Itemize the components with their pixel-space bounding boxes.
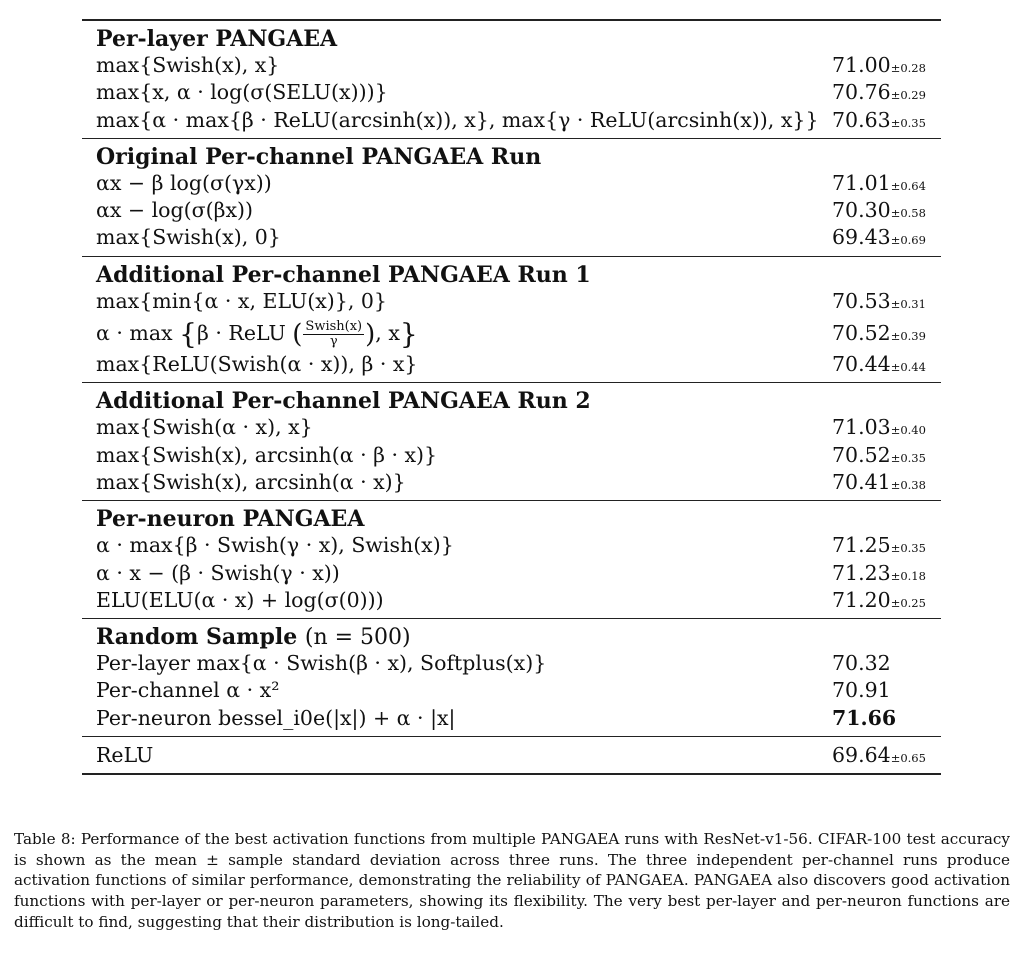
table-section (82, 256, 941, 383)
table-row (82, 224, 941, 251)
score-std: ±0.28 (890, 61, 926, 75)
accuracy-score (832, 705, 896, 732)
score-std: ±0.38 (890, 477, 926, 492)
section-title: Additional Per-channel PANGAEA Run 1 (96, 261, 591, 288)
activation-formula: αx − β log(σ(γx)) (96, 170, 272, 195)
score-mean: 70.91 (832, 678, 891, 703)
table-section (82, 382, 941, 500)
score-mean: 70.76 (832, 80, 891, 105)
activation-formula: max{Swish(x), arcsinh(α · β · x)} (96, 442, 438, 467)
accuracy-score (832, 79, 926, 109)
table-row (82, 587, 941, 614)
activation-formula: Per-layer max{α · Swish(β · x), Softplus(x)} (96, 651, 547, 676)
score-mean: 71.20 (832, 587, 891, 612)
accuracy-score (832, 288, 926, 318)
score-mean: 70.44 (832, 352, 891, 377)
left-brace: { (179, 317, 197, 351)
table-row (82, 742, 941, 769)
score-mean: 70.41 (832, 469, 891, 494)
score-mean: 71.03 (832, 415, 891, 440)
right-brace: } (399, 317, 418, 351)
score-std: ±0.39 (890, 329, 926, 344)
accuracy-score (832, 224, 926, 254)
score-std: ±0.44 (890, 360, 926, 375)
activation-formula: max{x, α · log(σ(SELU(x)))} (96, 80, 388, 105)
accuracy-score (832, 197, 926, 227)
accuracy-score (832, 587, 926, 617)
table-row (82, 107, 941, 134)
accuracy-score (832, 532, 926, 562)
table-row (82, 315, 941, 351)
accuracy-score (832, 650, 891, 677)
score-mean: 70.30 (832, 198, 891, 223)
activation-formula: max{α · max{β · ReLU(arcsinh(x)), x}, max{γ · ReLU(arcsinh(x)), x}} (96, 107, 819, 132)
score-std: ±0.18 (890, 568, 926, 583)
score-mean: 70.52 (832, 321, 891, 346)
accuracy-score (832, 442, 926, 472)
accuracy-score (832, 677, 891, 704)
table-section (82, 500, 941, 618)
score-std: ±0.65 (890, 751, 926, 766)
accuracy-score (832, 107, 926, 137)
activation-formula: ELU(ELU(α · x) + log(σ(0))) (96, 587, 384, 612)
activation-formula: max{Swish(x), arcsinh(α · x)} (96, 469, 406, 494)
accuracy-score (832, 315, 926, 354)
section-title: Per-neuron PANGAEA (96, 506, 365, 533)
score-std: ±0.29 (890, 88, 926, 103)
table-section (82, 21, 941, 138)
activation-formula (96, 315, 418, 351)
section-title: Additional Per-channel PANGAEA Run 2 (96, 388, 591, 415)
activation-formula: α · max{β · Swish(γ · x), Swish(x)} (96, 533, 454, 558)
score-mean: 71.01 (832, 170, 891, 195)
formula-prefix: α · max (96, 321, 173, 346)
score-std: ±0.31 (890, 296, 926, 311)
accuracy-score (832, 351, 926, 381)
fraction (303, 320, 364, 349)
sample-size-note: (n = 500) (304, 625, 411, 651)
results-table (82, 19, 941, 775)
accuracy-score (832, 560, 926, 590)
table-row (82, 197, 941, 224)
score-std: ±0.69 (890, 233, 926, 248)
score-mean: 71.23 (832, 560, 891, 585)
score-std: ±0.35 (890, 541, 926, 556)
formula-tail: , x (375, 321, 400, 346)
table-row (82, 442, 941, 469)
table-row (82, 170, 941, 197)
activation-formula: max{min{α · x, ELU(x)}, 0} (96, 288, 387, 313)
score-std: ±0.58 (890, 206, 926, 221)
table-row (82, 469, 941, 496)
formula-inner: β · ReLU (196, 321, 286, 346)
activation-formula: αx − log(σ(βx)) (96, 198, 254, 223)
activation-formula: max{Swish(α · x), x} (96, 415, 313, 440)
score-mean-best: 71.66 (832, 705, 897, 730)
table-row (82, 79, 941, 106)
accuracy-score (832, 469, 926, 499)
score-mean: 71.25 (832, 533, 891, 558)
section-title (82, 624, 941, 650)
score-std: ±0.35 (890, 115, 926, 130)
table-section-baseline (82, 736, 941, 773)
score-mean: 71.00 (832, 53, 891, 77)
accuracy-score (832, 742, 926, 772)
left-paren: ( (292, 319, 303, 350)
activation-formula: max{Swish(x), x} (96, 53, 280, 77)
table-row (82, 677, 941, 704)
table-row (82, 52, 941, 79)
score-std: ±0.40 (890, 423, 926, 438)
table-caption: Table 8: Performance of the best activation functions from multiple PANGAEA runs with ResNet-v1-56. CIFAR-100 test accuracy is shown as the mean ± sample standard deviation across three runs. The three independent per-channel runs produce activation functions of similar performance, demonstrating the reliability of PANGAEA. PANGAEA also discovers good activation functions with per-layer or per-neuron parameters, showing its flexibility. The very best per-layer and per-neuron functions are difficult to find, suggesting that their distribution is long-tailed. (14, 830, 1010, 931)
table-row (82, 532, 941, 559)
table-row (82, 351, 941, 378)
score-mean: 70.32 (832, 651, 891, 676)
activation-formula: Per-channel α · x² (96, 678, 280, 703)
section-title: Original Per-channel PANGAEA Run (96, 143, 542, 170)
score-mean: 69.64 (832, 743, 891, 768)
table-section (82, 138, 941, 256)
table-row (82, 560, 941, 587)
table-row (82, 414, 941, 441)
table-row (82, 705, 941, 732)
table-section (82, 618, 941, 736)
table-row (82, 288, 941, 315)
activation-formula: max{Swish(x), 0} (96, 225, 281, 250)
fraction-denominator: γ (329, 334, 338, 350)
score-std: ±0.35 (890, 450, 926, 465)
accuracy-score (832, 414, 926, 444)
score-mean: 70.52 (832, 442, 891, 467)
score-std: ±0.25 (890, 595, 926, 610)
score-mean: 70.63 (832, 107, 891, 132)
accuracy-score (832, 52, 926, 82)
score-mean: 70.53 (832, 288, 891, 313)
score-std: ±0.64 (890, 178, 926, 193)
activation-formula: α · x − (β · Swish(γ · x)) (96, 560, 340, 585)
activation-formula: Per-neuron bessel_i0e(|x|) + α · |x| (96, 705, 456, 730)
fraction-numerator: Swish(x) (305, 319, 363, 335)
right-paren: ) (365, 319, 376, 350)
score-mean: 69.43 (832, 225, 891, 250)
activation-formula: max{ReLU(Swish(α · x)), β · x} (96, 352, 418, 377)
table-row (82, 650, 941, 677)
section-title: Per-layer PANGAEA (96, 26, 338, 52)
accuracy-score (832, 170, 926, 200)
section-title-text: Random Sample (96, 624, 298, 651)
activation-formula: ReLU (96, 743, 154, 768)
